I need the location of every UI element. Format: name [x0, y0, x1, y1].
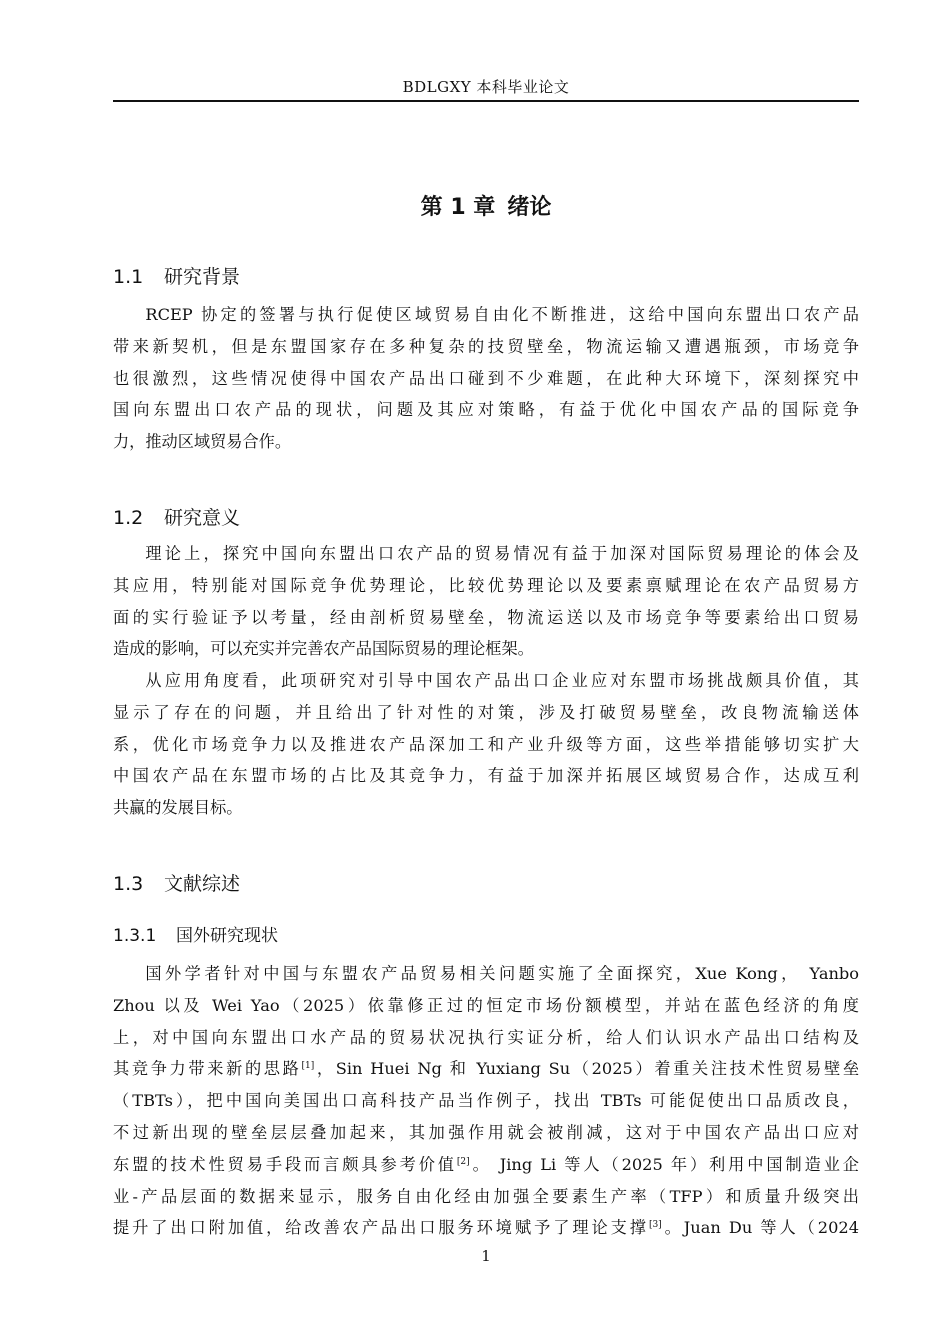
paragraph-significance-application — [113, 665, 859, 824]
text-segment: 。Juan Du 等人（2024 — [661, 1218, 859, 1238]
section-title: 研究意义 — [164, 507, 241, 529]
chapter-title — [113, 190, 859, 221]
paragraph-background — [113, 299, 859, 458]
text-line: 力，推动区域贸易合作。 — [113, 432, 292, 452]
section-heading-1-1 — [113, 262, 240, 289]
text-segment: 东盟的技术性贸易手段而言颇具参考价值 — [113, 1154, 457, 1174]
text-line: 理论上，探究中国向东盟出口农产品的贸易情况有益于加深对国际贸易理论的体会及 — [145, 544, 859, 563]
subsection-number: 1.3.1 — [113, 926, 157, 946]
text-line: 中国农产品在东盟市场的占比及其竞争力，有益于加深并拓展区域贸易合作，达成互利 — [113, 766, 859, 786]
text-line: 国外学者针对中国与东盟农产品贸易相关问题实施了全面探究，Xue Kong， Yanbo — [145, 964, 859, 983]
text-line — [113, 1212, 859, 1244]
text-line: 上，对中国向东盟出口水产品的贸易状况执行实证分析，给人们认识水产品出口结构及 — [113, 1027, 859, 1047]
section-heading-1-3 — [113, 869, 240, 896]
chapter-number: 第 1 章 — [420, 195, 496, 220]
header-rule — [113, 100, 859, 102]
citation-ref-1[interactable]: [1] — [301, 1061, 315, 1072]
section-title: 文献综述 — [164, 873, 241, 895]
text-line: 面的实行验证予以考量，经由剖析贸易壁垒，物流运送以及市场竞争等要素给出口贸易 — [113, 607, 859, 627]
text-line: 也很激烈，这些情况使得中国农产品出口碰到不少难题，在此种大环境下，深刻探究中 — [113, 368, 859, 388]
page-number: 1 — [481, 1247, 491, 1265]
subsection-title: 国外研究现状 — [176, 926, 278, 946]
text-segment: 提升了出口附加值，给改善农产品出口服务环境赋予了理论支撑 — [113, 1218, 649, 1238]
text-line: 造成的影响，可以充实并完善农产品国际贸易的理论框架。 — [113, 639, 534, 659]
paragraph-significance-theory — [113, 538, 859, 665]
section-number: 1.3 — [113, 873, 144, 895]
citation-ref-2[interactable]: [2] — [456, 1156, 470, 1167]
subsection-heading-1-3-1 — [113, 921, 278, 946]
section-number: 1.2 — [113, 507, 144, 529]
text-line: 共赢的发展目标。 — [113, 798, 243, 818]
section-number: 1.1 — [113, 266, 144, 288]
paragraph-foreign-research — [113, 958, 859, 1244]
running-header: BDLGXY 本科毕业论文 — [402, 78, 570, 96]
section-title: 研究背景 — [164, 266, 241, 288]
text-line: 业-产品层面的数据来显示，服务自由化经由加强全要素生产率（TFP）和质量升级突出 — [113, 1186, 859, 1206]
text-segment: 其竞争力带来新的思路 — [113, 1059, 302, 1079]
text-segment: ，Sin Huei Ng 和 Yuxiang Su（2025）着重关注技术性贸易壁垒 — [314, 1059, 860, 1079]
citation-ref-3[interactable]: [3] — [648, 1220, 662, 1231]
text-line: 显示了存在的问题，并且给出了针对性的对策，涉及打破贸易壁垒，改良物流输送体 — [113, 702, 859, 722]
text-line — [113, 1053, 859, 1085]
text-line: RCEP 协定的签署与执行促使区域贸易自由化不断推进，这给中国向东盟出口农产品 — [145, 305, 859, 324]
section-heading-1-2 — [113, 503, 240, 530]
text-line: Zhou 以及 Wei Yao（2025）依靠修正过的恒定市场份额模型，并站在蓝色经济的角度 — [113, 995, 859, 1015]
text-line: 从应用角度看，此项研究对引导中国农产品出口企业应对东盟市场挑战颇具价值，其 — [145, 671, 859, 690]
text-line: （TBTs），把中国向美国出口高科技产品当作例子，找出 TBTs 可能促使出口品质改良， — [113, 1091, 859, 1111]
text-line: 带来新契机，但是东盟国家存在多种复杂的技贸壁垒，物流运输又遭遇瓶颈，市场竞争 — [113, 336, 859, 356]
text-line: 其应用，特别能对国际竞争优势理论，比较优势理论以及要素禀赋理论在农产品贸易方 — [113, 575, 859, 595]
text-line: 国向东盟出口农产品的现状，问题及其应对策略，有益于优化中国农产品的国际竞争 — [113, 400, 859, 420]
text-line — [113, 1149, 859, 1181]
text-line: 系，优化市场竞争力以及推进农产品深加工和产业升级等方面，这些举措能够切实扩大 — [113, 734, 859, 754]
text-segment: 。 Jing Li 等人（2025 年）利用中国制造业企 — [469, 1154, 859, 1174]
chapter-name: 绪论 — [507, 195, 552, 220]
text-line: 不过新出现的壁垒层层叠加起来，其加强作用就会被削减，这对于中国农产品出口应对 — [113, 1122, 859, 1142]
